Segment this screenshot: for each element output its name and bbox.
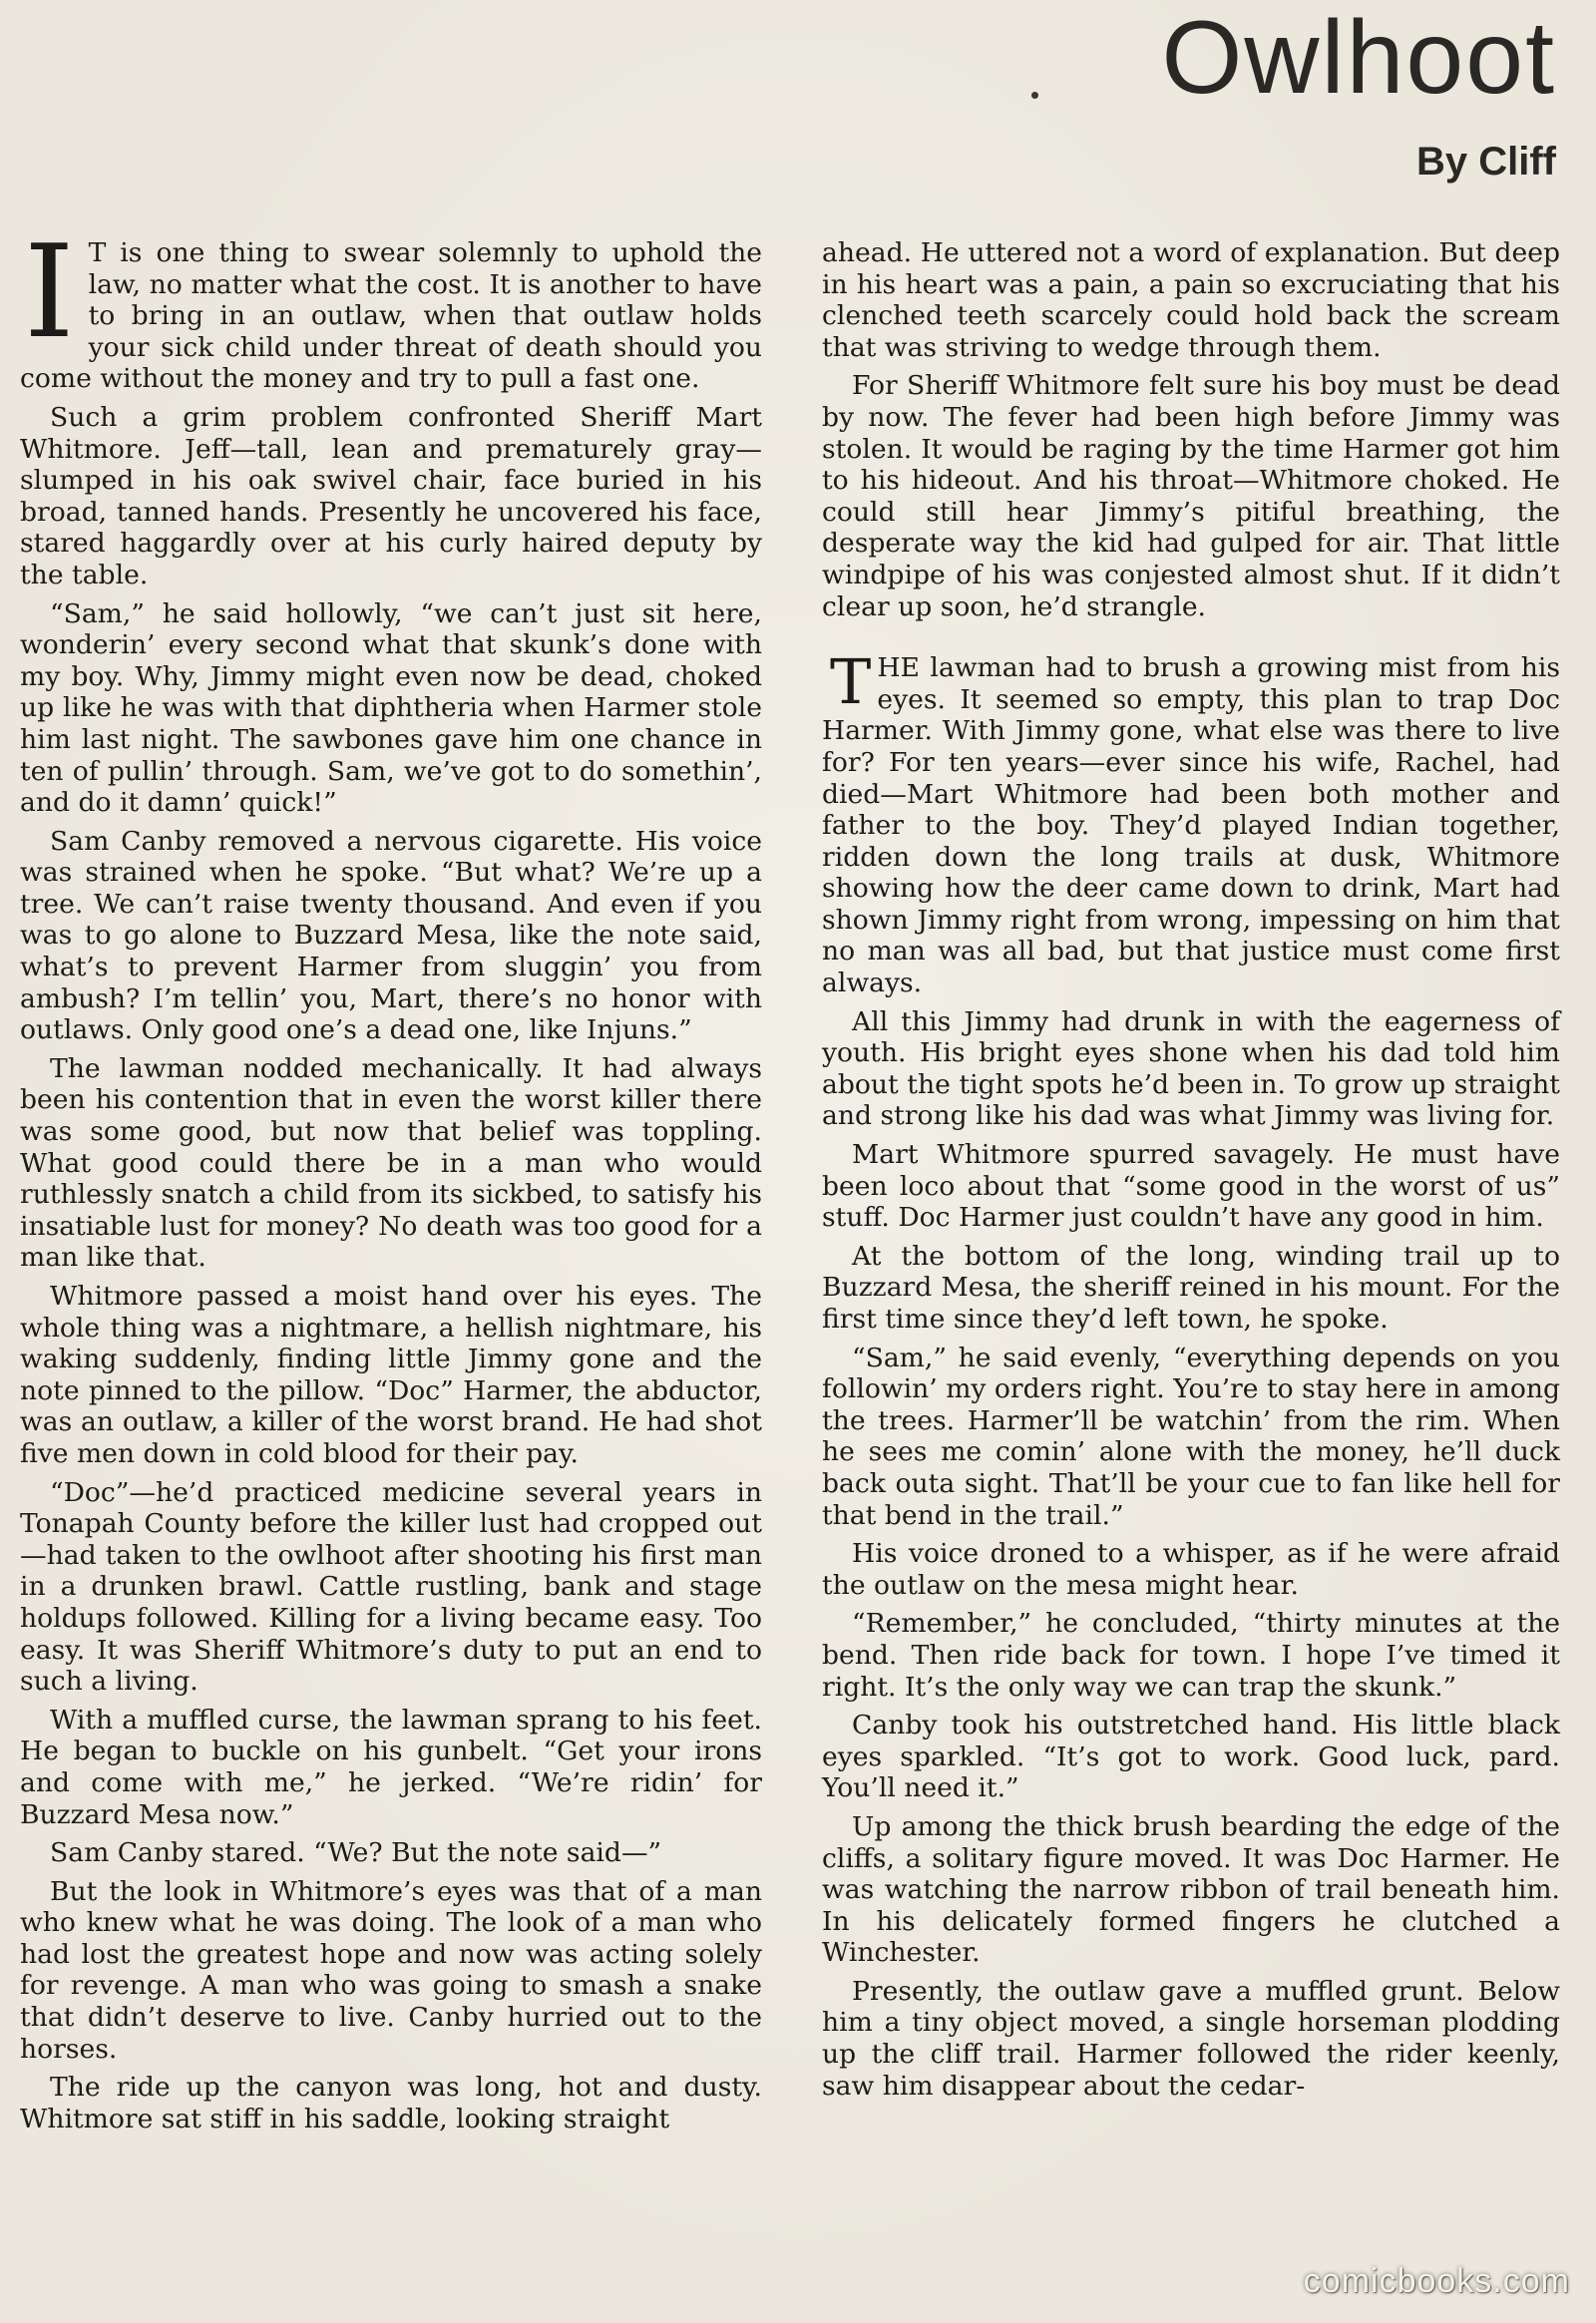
paragraph: But the look in Whitmore’s eyes was that of a man who knew what he was doing. The look of a man who had lost the greatest hope and now was acting solely for revenge. A man who was going to smash a snake that didn’t deserve to live. Canby hurried out to the horses. bbox=[20, 1875, 762, 2065]
paragraph: ahead. He uttered not a word of explanation. But deep in his heart was a pain, a pain so excruciating that his clenched teeth scarcely could hold back the scream that was striving to wedge through them. bbox=[822, 237, 1560, 363]
drop-cap: I bbox=[24, 218, 75, 367]
paragraph: Mart Whitmore spurred savagely. He must have been loco about that “some good in the worst of us” stuff. Doc Harmer just couldn’t have any good in him. bbox=[822, 1139, 1560, 1234]
drop-cap: T bbox=[830, 645, 872, 719]
paragraph: For Sheriff Whitmore felt sure his boy must be dead by now. The fever had been high before Jimmy was stolen. It would be raging by the time Harmer got him to his hideout. And his throat—Whitmore choked. He could still hear Jimmy’s pitiful breathing, the desperate way the kid had gulped for air. That little windpipe of his was conjested almost shut. If it didn’t clear up soon, he’d strangle. bbox=[822, 370, 1560, 622]
paragraph: “Doc”—he’d practiced medicine several years in Tonapah County before the killer lust had cropped out—had taken to the owlhoot after shooting his first man in a drunken brawl. Cattle rustling, bank and stage holdups followed. Killing for a living became easy. Too easy. It was Sheriff Whitmore’s duty to put an end to such a living. bbox=[20, 1476, 762, 1698]
paragraph: Canby took his outstretched hand. His little black eyes sparkled. “It’s got to work. Good luck, pard. You’ll need it.” bbox=[822, 1710, 1560, 1804]
paragraph: Presently, the outlaw gave a muffled grunt. Below him a tiny object moved, a single horseman plodding up the cliff trail. Harmer followed the rider keenly, saw him disappear about the cedar- bbox=[822, 1975, 1560, 2102]
paragraph: His voice droned to a whisper, as if he were afraid the outlaw on the mesa might hear. bbox=[822, 1538, 1560, 1601]
paragraph: Whitmore passed a moist hand over his eyes. The whole thing was a nightmare, a hellish nightmare, his waking suddenly, finding little Jimmy gone and the note pinned to the pillow. “Doc” Harmer, the abductor, was an outlaw, a killer of the worst brand. He had shot five men down in cold blood for their pay. bbox=[20, 1281, 762, 1469]
story-title: Owlhoot bbox=[1161, 0, 1556, 116]
paragraph: The lawman nodded mechanically. It had always been his contention that in even the worst killer there was some good, but now that belief was toppling. What good could there be in a man who would ruthlessly snatch a child from its sickbed, to satisfy his insatiable lust for money? No death was too good for a man like that. bbox=[20, 1052, 762, 1274]
story-byline: By Cliff bbox=[1416, 140, 1556, 184]
ink-speck bbox=[1031, 92, 1038, 99]
paragraph: Sam Canby stared. “We? But the note said—” bbox=[50, 1837, 662, 1869]
paragraph: Up among the thick brush bearding the edge of the cliffs, a solitary figure moved. It was Doc Harmer. He was watching the narrow ribbon of trail beneath him. In his delicately formed fingers he clutched a Winchester. bbox=[822, 1810, 1560, 1969]
paragraph: “Sam,” he said hollowly, “we can’t just sit here, wonderin’ every second what that skunk’s done with my boy. Why, Jimmy might even now be dead, choked up like he was with that diphtheria when Harmer stole him last night. The sawbones gave him one chance in ten of pullin’ through. Sam, we’ve got to do somethin’, and do it damn’ quick!” bbox=[20, 597, 762, 819]
paragraph-text: T is one thing to swear solemnly to uphold the law, no matter what the cost. It is another to have to bring in an outlaw, when that outlaw holds your sick child under threat of death should you come without the money and try to pull a fast one. bbox=[20, 237, 762, 395]
right-column bbox=[822, 237, 1560, 2109]
paragraph bbox=[822, 645, 1560, 999]
left-column bbox=[20, 218, 762, 2141]
paragraph: All this Jimmy had drunk in with the eagerness of youth. His bright eyes shone when his dad told him about the tight spots he’d been in. To grow up straight and strong like his dad was what Jimmy was living for. bbox=[822, 1005, 1560, 1132]
site-watermark: comicbooks.com bbox=[1303, 2262, 1570, 2300]
paragraph bbox=[20, 218, 762, 395]
paragraph-text: HE lawman had to brush a growing mist from his eyes. It seemed so empty, this plan to trap Doc Harmer. With Jimmy gone, what else was there to live for? For ten years—ever since his wife, Rachel, had died—Mart Whitmore had been both mother and father to the boy. They’d played Indian together, ridden down the long trails at dusk, Whitmore showing how the deer came down to drink, Mart had shown Jimmy right from wrong, impessing on him that no man was all bad, but that justice must come first always. bbox=[822, 652, 1560, 999]
paragraph: “Remember,” he concluded, “thirty minutes at the bend. Then ride back for town. I hope I’ve timed it right. It’s the only way we can trap the skunk.” bbox=[822, 1608, 1560, 1703]
paragraph: Sam Canby removed a nervous cigarette. His voice was strained when he spoke. “But what? We’re up a tree. We can’t raise twenty thousand. And even if you was to go alone to Buzzard Mesa, like the note said, what’s to prevent Harmer from sluggin’ you from ambush? I’m tellin’ you, Mart, there’s no honor with outlaws. Only good one’s a dead one, like Injuns.” bbox=[20, 825, 762, 1046]
paragraph: The ride up the canyon was long, hot and dusty. Whitmore sat stiff in his saddle, looking straight bbox=[20, 2072, 762, 2134]
paragraph: With a muffled curse, the lawman sprang to his feet. He began to buckle on his gunbelt. “Get your irons and come with me,” he jerked. “We’re ridin’ for Buzzard Mesa now.” bbox=[20, 1704, 762, 1830]
paragraph: “Sam,” he said evenly, “everything depends on you followin’ my orders right. You’re to stay here in among the trees. Harmer’ll be watchin’ from the rim. When he sees me comin’ alone with the money, he’ll duck back outa sight. That’ll be your cue to fan like hell for that bend in the trail.” bbox=[822, 1342, 1560, 1531]
paragraph: Such a grim problem confronted Sheriff Mart Whitmore. Jeff—tall, lean and prematurely gray—slumped in his oak swivel chair, face buried in his broad, tanned hands. Presently he uncovered his face, stared haggardly over at his curly haired deputy by the table. bbox=[20, 401, 762, 590]
paragraph: At the bottom of the long, winding trail up to Buzzard Mesa, the sheriff reined in his mount. For the first time since they’d left town, he spoke. bbox=[822, 1240, 1560, 1335]
